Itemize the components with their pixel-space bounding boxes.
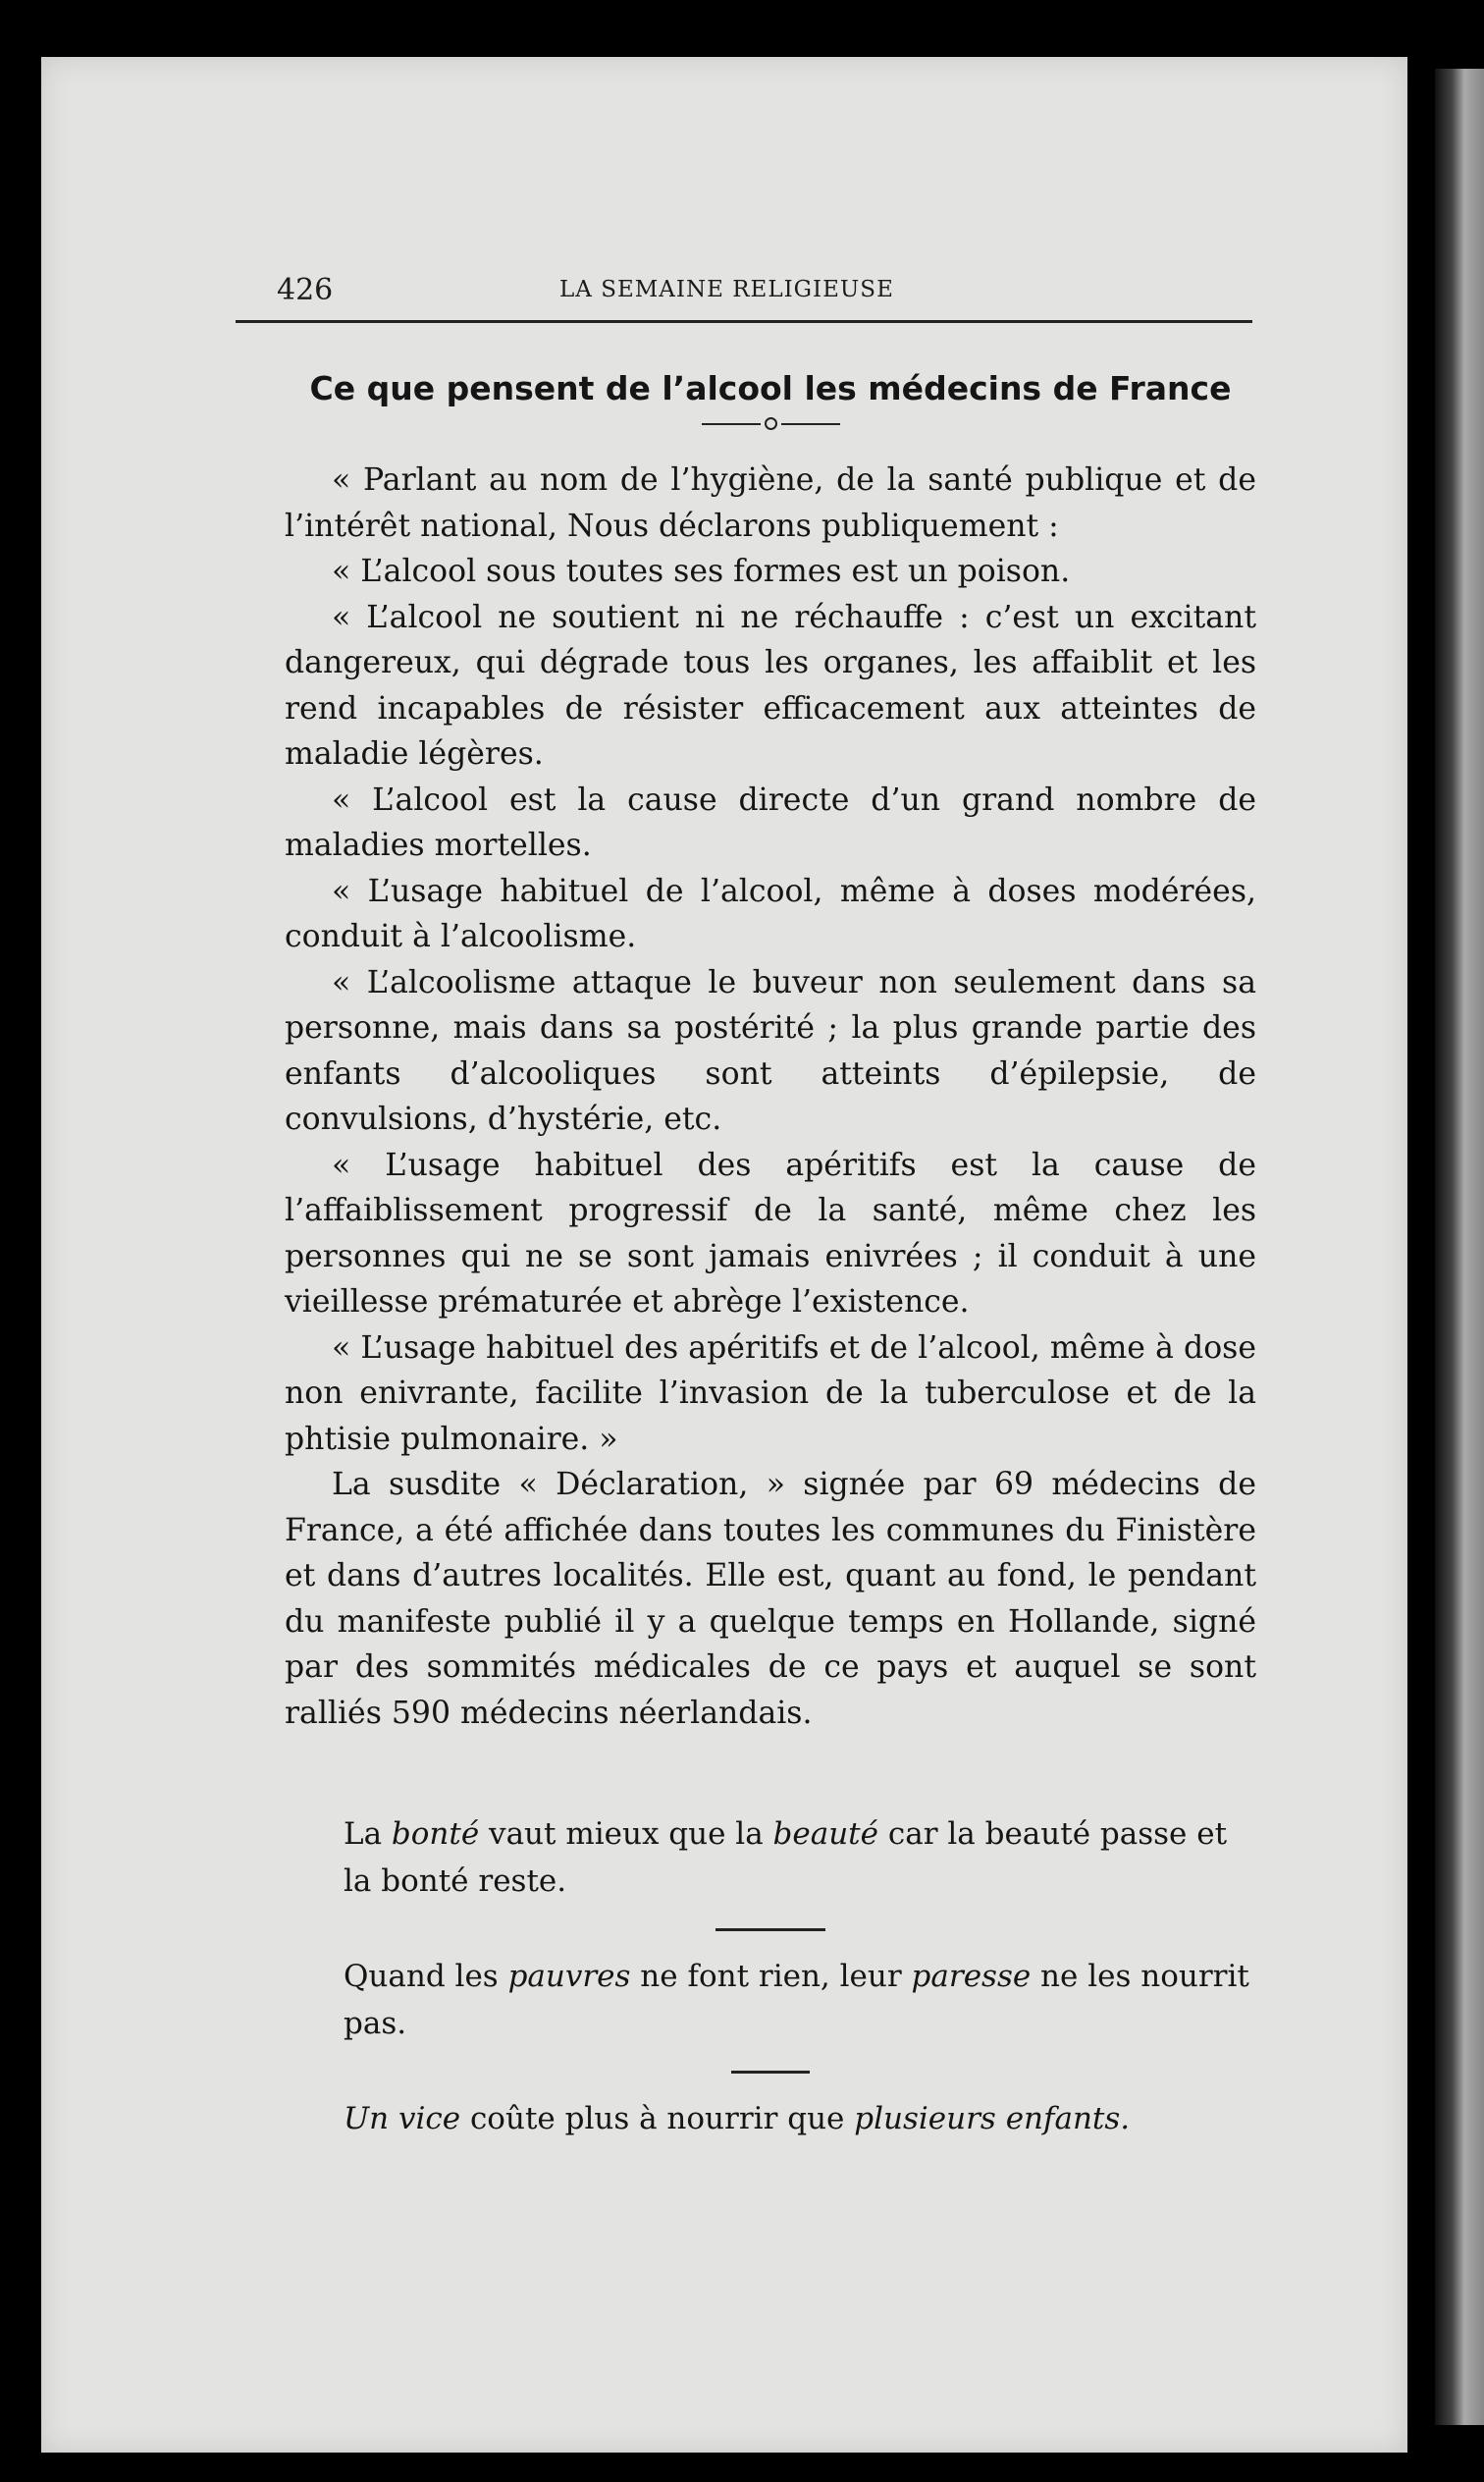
ornament-line-left [702,423,761,425]
title-ornament [285,417,1256,430]
maxim-text: ne font rien, leur [630,1959,912,1994]
paragraph: « L’usage habituel de l’alcool, même à doses modérées, conduit à l’alcoolisme. [285,873,1256,954]
paragraph: La susdite « Déclaration, » signée par 69 médecins de France, a été affichée dans toutes les communes du Finistère et dans d’autres localités. Elle est, quant au fond, le pendant du manifeste publié il y a quelque temps en Hollande, signé par des sommités médicales de ce pays et auquel se sont ralliés 590 médecins néerlandais. [285,1467,1256,1731]
paragraph: « L’alcoolisme attaque le buveur non seulement dans sa personne, mais dans sa postérité ; la plus grande partie des enfants d’alcooliques sont atteints d’épilepsie, de convulsions, d’hystérie, etc. [285,964,1256,1137]
page-number: 426 [277,273,334,307]
maxim-italic: pauvres [507,1959,631,1994]
running-head: LA SEMAINE RELIGIEUSE [559,277,894,302]
maxim-italic: Un vice [344,2101,461,2136]
maxim-text: Quand les [344,1959,508,1994]
adjacent-page-edge [1435,69,1484,2425]
maxim-vice [285,2095,1256,2142]
paragraph: « L’alcool sous toutes ses formes est un poison. [332,554,1071,589]
maxim-text: coûte plus à nourrir que [460,2101,855,2136]
article [285,353,1256,2142]
ornament-line-right [781,423,840,425]
maxim-pauvres [285,1953,1256,2047]
paragraph: « Parlant au nom de l’hygiène, de la santé publique et de l’intérêt national, Nous déclarons publiquement : [285,462,1256,544]
maxim-italic: paresse [911,1959,1032,1994]
paragraph: « L’usage habituel des apéritifs est la cause de l’affaiblissement progressif de la santé, même chez les personnes qui ne se sont jamais enivrées ; il conduit à une vieillesse prématurée et abrège l’existence. [285,1147,1256,1320]
maxim-text: car la beauté passe et la bonté reste. [344,1816,1228,1899]
paragraph: « L’alcool ne soutient ni ne réchauffe : c’est un excitant dangereux, qui dégrade tous les organes, les affaiblit et les rend incapables de résister efficacement aux atteintes de maladie légères. [285,599,1256,772]
maxim-text: ne les nourrit pas. [344,1959,1249,2041]
section-rule [716,1928,825,1931]
maxim-text: La [344,1816,392,1852]
maxim-italic: beauté [772,1816,878,1852]
maxim-text: vaut mieux que la [479,1816,773,1852]
ornament-dot [765,417,777,430]
maxim-italic: bonté [391,1816,480,1852]
maxims-section [285,1810,1256,2142]
maxim-bonte [285,1810,1256,1905]
article-title: Ce que pensent de l’alcool les médecins de France [309,369,1232,407]
page-header [236,265,1252,323]
section-rule [731,2071,810,2074]
paragraph: « L’alcool est la cause directe d’un grand nombre de maladies mortelles. [285,782,1256,863]
maxim-italic: plusieurs enfants. [854,2101,1131,2136]
paragraph: « L’usage habituel des apéritifs et de l’alcool, même à dose non enivrante, facilite l’invasion de la tuberculose et de la phtisie pulmonaire. » [285,1329,1256,1457]
